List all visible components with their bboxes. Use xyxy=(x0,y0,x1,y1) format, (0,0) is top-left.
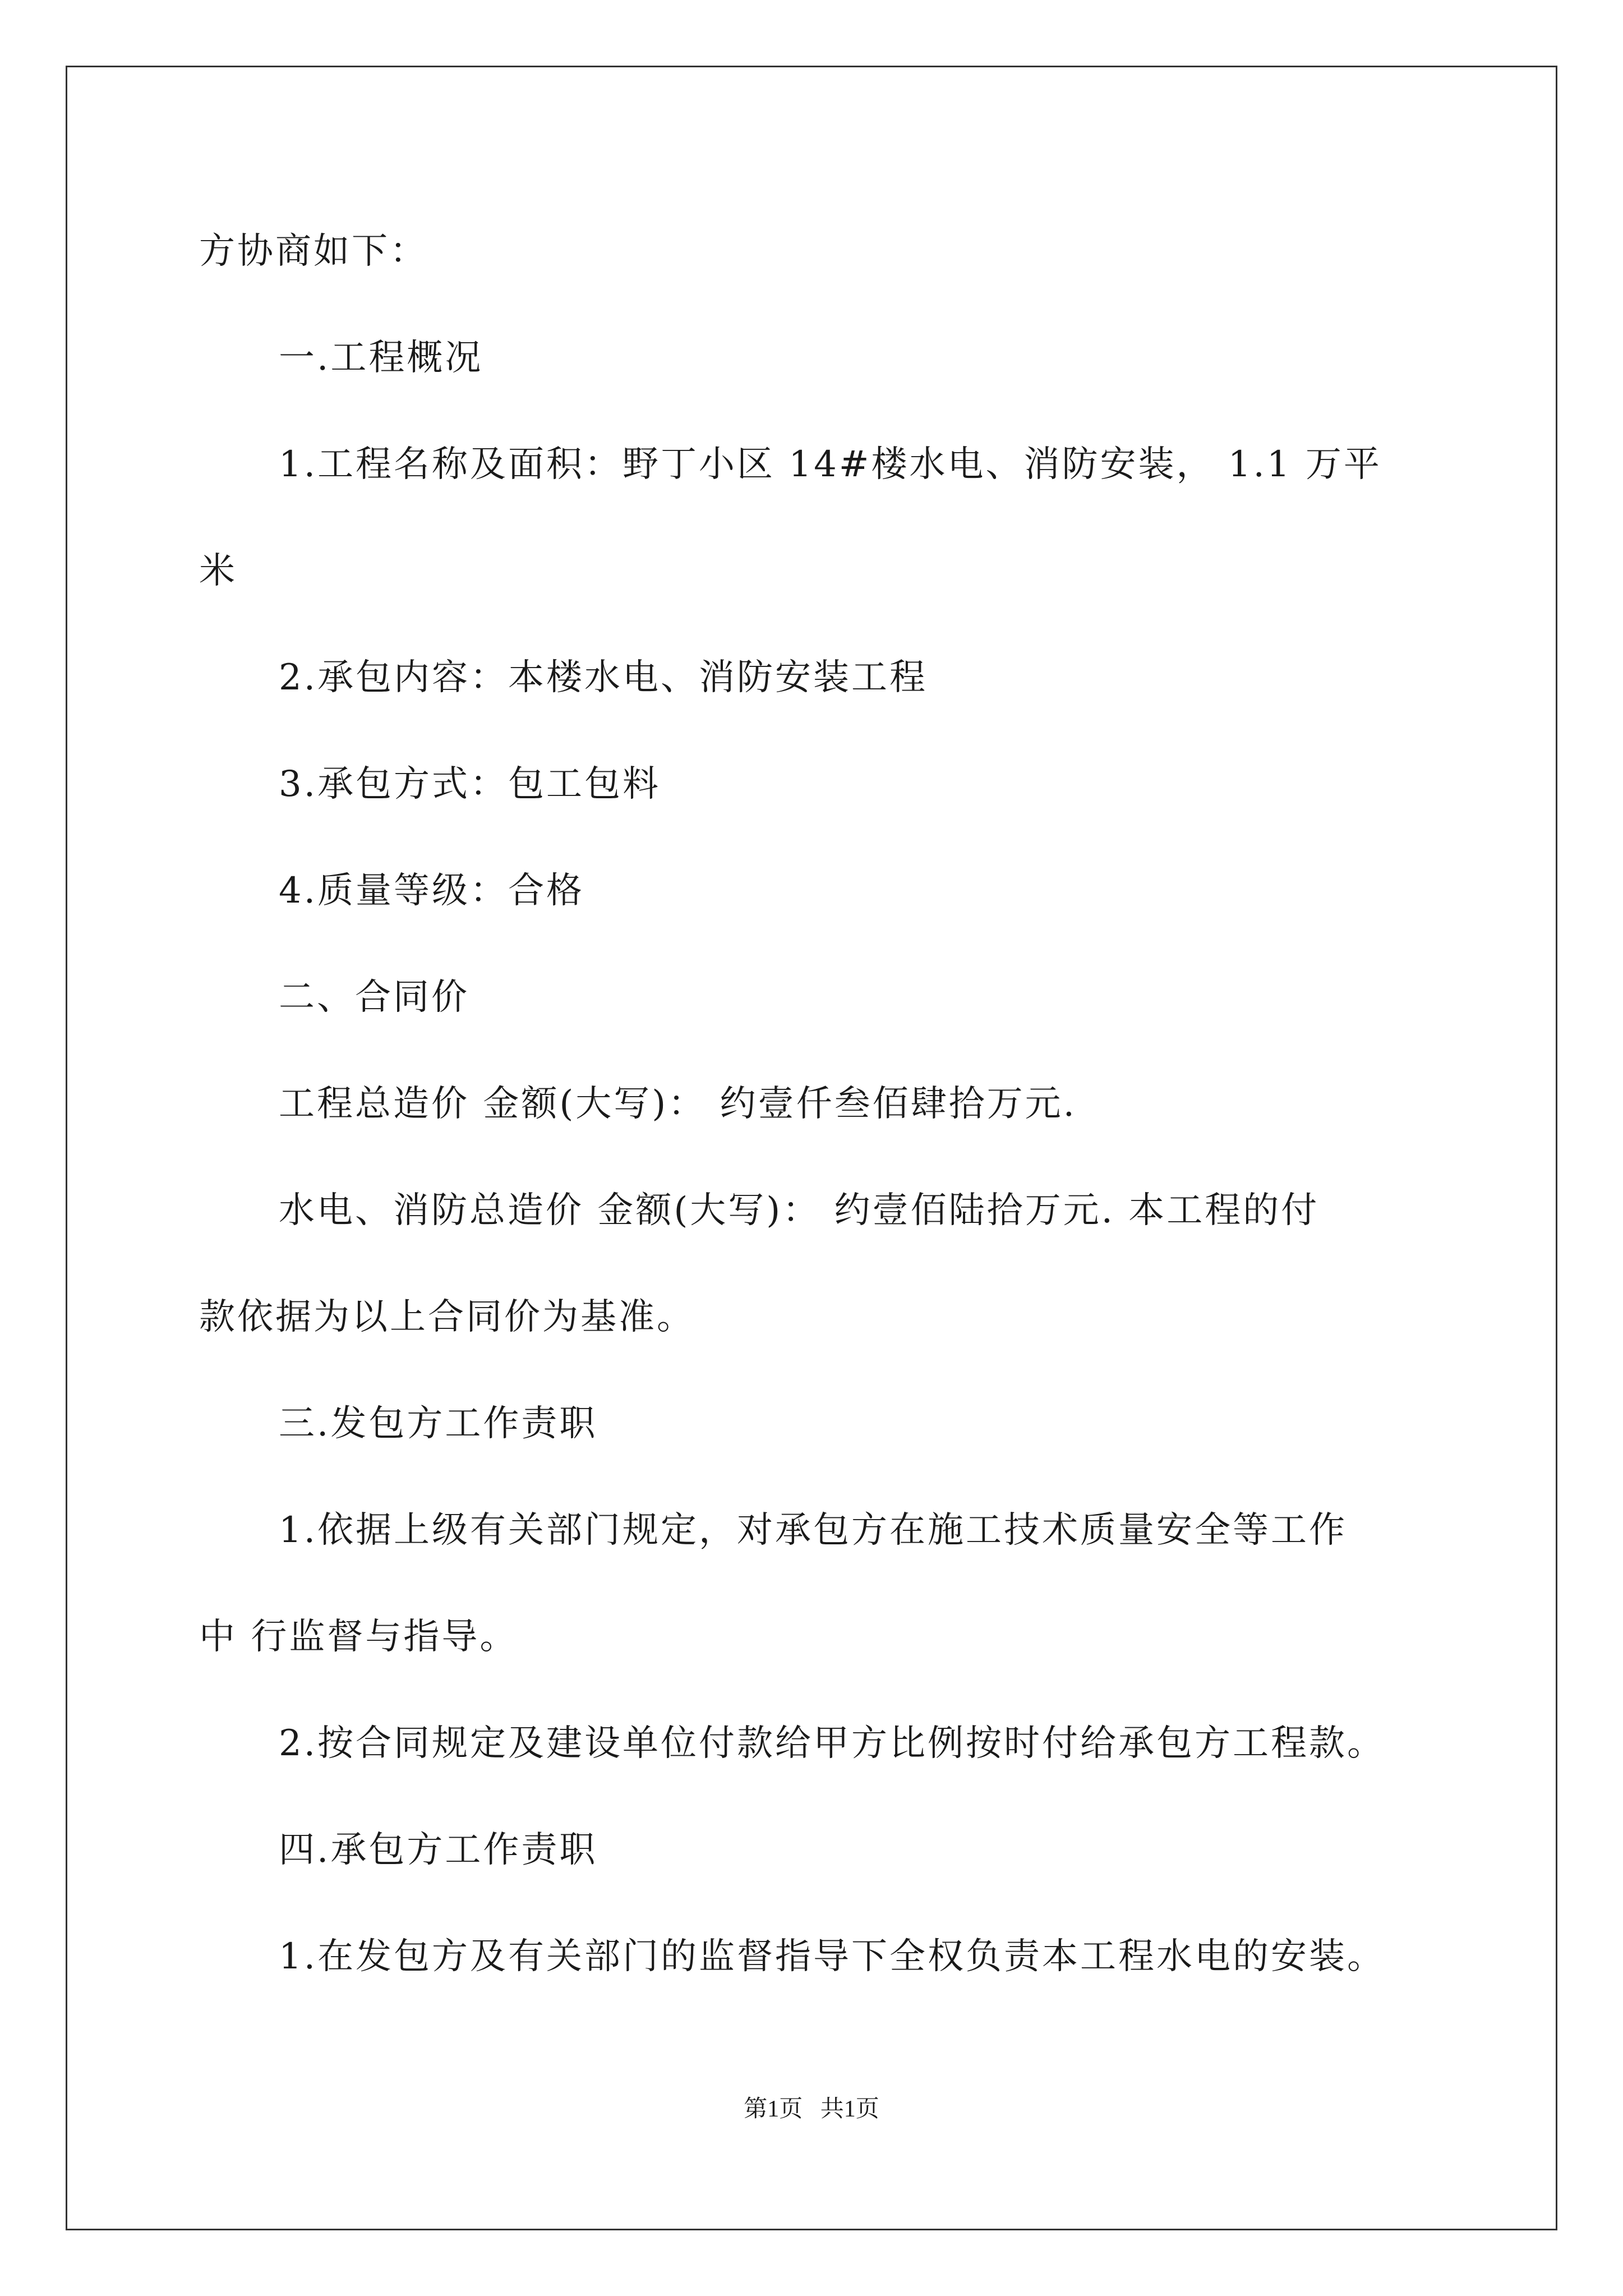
section-heading: 四.承包方工作责职 xyxy=(279,1829,598,1871)
text-line: 3.承包方式：包工包料 xyxy=(279,763,661,805)
section-heading: 三.发包方工作责职 xyxy=(279,1403,598,1444)
text-line: 1.工程名称及面积：野丁小区 14#楼水电、消防安装， 1.1 万平 xyxy=(279,444,1382,485)
text-line: 2.按合同规定及建设单位付款给甲方比例按时付给承包方工程款。 xyxy=(279,1723,1386,1764)
section-heading: 一.工程概况 xyxy=(279,337,483,379)
text-line: 2.承包内容：本楼水电、消防安装工程 xyxy=(279,657,928,698)
page-footer: 第1页 共1页 xyxy=(744,2096,879,2122)
text-line: 中 行监督与指导。 xyxy=(199,1616,518,1658)
text-line: 米 xyxy=(199,550,237,592)
text-line: 工程总造价 金额(大写)： 约壹仟叁佰肆拾万元. xyxy=(279,1083,1077,1125)
section-heading: 二、合同价 xyxy=(279,977,469,1018)
page-border xyxy=(66,66,1557,2230)
text-line: 4.质量等级：合格 xyxy=(279,870,585,912)
text-line: 方协商如下： xyxy=(199,231,428,272)
text-line: 1.依据上级有关部门规定，对承包方在施工技术质量安全等工作 xyxy=(279,1510,1348,1551)
text-line: 1.在发包方及有关部门的监督指导下全权负责本工程水电的安装。 xyxy=(279,1936,1386,1977)
text-line: 水电、消防总造价 金额(大写)： 约壹佰陆拾万元. 本工程的付 xyxy=(279,1190,1320,1231)
text-line: 款依据为以上合同价为基准。 xyxy=(199,1296,695,1338)
